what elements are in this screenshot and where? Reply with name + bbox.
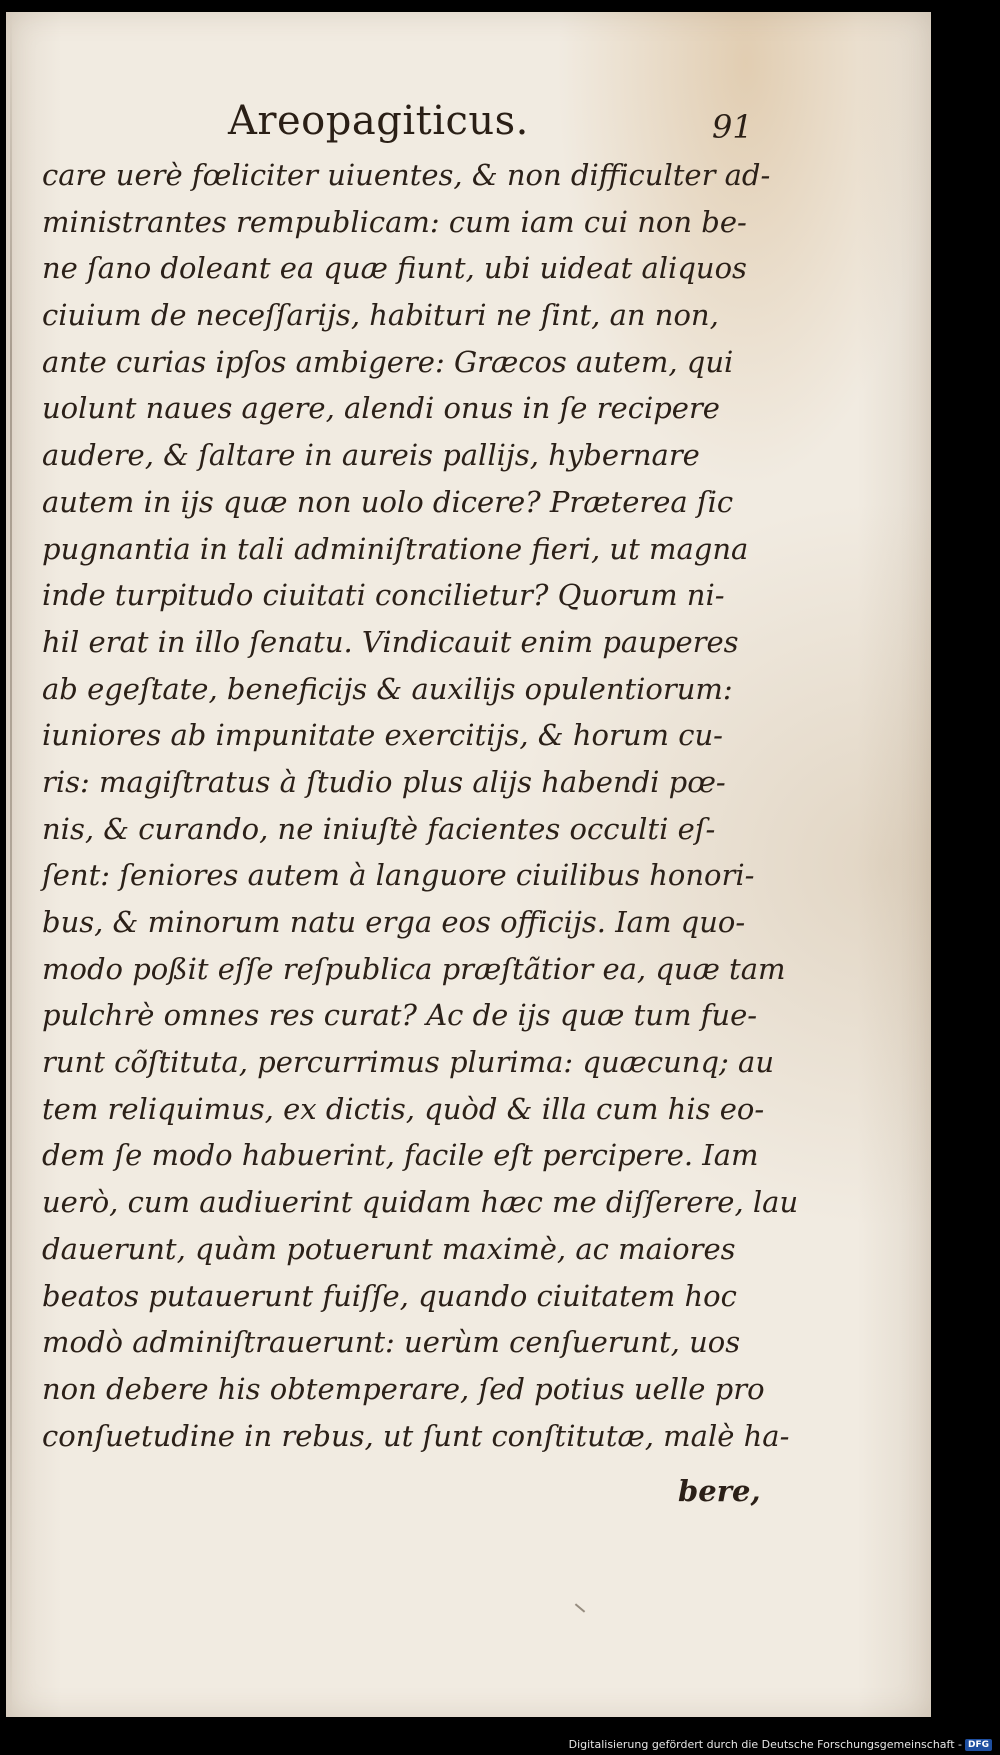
text-line: inde turpitudo ciuitati concilietur? Quorum ni- <box>42 578 725 613</box>
text-line: iuniores ab impunitate exercitijs, & horum cu- <box>42 718 723 753</box>
text-line: beatos putauerunt fuiſſe, quando ciuitatem hoc <box>42 1278 737 1313</box>
text-line: pulchrè omnes res curat? Ac de ijs quæ tum fue- <box>42 998 758 1033</box>
text-line: ciuium de neceſſarijs, habituri ne ſint, an non, <box>42 298 719 333</box>
text-line: autem in ijs quæ non uolo dicere? Præterea ſic <box>42 484 734 519</box>
gutter-shadow <box>10 12 12 1717</box>
text-line: conſuetudine in rebus, ut ſunt conſtitutæ, malè ha- <box>42 1418 790 1453</box>
text-line: tem reliquimus, ex dictis, quòd & illa cum his eo- <box>42 1091 765 1126</box>
text-line: ante curias ipſos ambigere: Græcos autem, qui <box>42 344 734 379</box>
text-line: ministrantes rempublicam: cum iam cui non be- <box>42 204 747 239</box>
text-line: uolunt naues agere, alendi onus in ſe recipere <box>42 391 720 426</box>
digitization-credit <box>569 1738 992 1751</box>
book-page <box>6 12 931 1717</box>
text-line: hil erat in illo ſenatu. Vindicauit enim pauperes <box>42 624 739 659</box>
text-line: nis, & curando, ne iniuſtè facientes occulti eſ- <box>42 811 716 846</box>
body-text <box>42 152 799 1459</box>
page-number: 91 <box>712 108 753 146</box>
credit-text: Digitalisierung gefördert durch die Deutsche Forschungsgemeinschaft - <box>568 1738 962 1751</box>
text-line: non debere his obtemperare, ſed potius uelle pro <box>42 1371 765 1406</box>
text-line: ſent: ſeniores autem à languore ciuilibus honori- <box>42 858 755 893</box>
text-line: care uerè fœliciter uiuentes, & non difficulter ad- <box>42 158 771 192</box>
text-line: runt cõſtituta, percurrimus plurima: quæcunq; au <box>42 1045 774 1080</box>
text-line: modo poßit eſſe reſpublica præſtãtior ea, quæ tam <box>42 951 786 986</box>
text-line: dauerunt, quàm potuerunt maximè, ac maiores <box>42 1231 736 1266</box>
ink-mark <box>575 1603 585 1612</box>
dfg-logo: DFG <box>965 1739 992 1751</box>
text-line: ris: magiſtratus à ſtudio plus alijs habendi pœ- <box>42 764 726 799</box>
text-line: bus, & minorum natu erga eos officijs. Iam quo- <box>42 905 746 939</box>
text-line: pugnantia in tali adminiſtratione fieri, ut magna <box>42 531 749 566</box>
text-line: audere, & ſaltare in aureis pallijs, hybernare <box>42 438 700 473</box>
text-line: uerò, cum audiuerint quidam hæc me diſſerere, lau <box>42 1185 799 1220</box>
catchword: bere, <box>678 1474 761 1508</box>
text-line: ab egeſtate, beneficijs & auxilijs opulentiorum: <box>42 671 733 706</box>
running-title: Areopagiticus. <box>228 98 529 144</box>
text-line: ne ſano doleant ea quæ fiunt, ubi uideat aliquos <box>42 251 747 286</box>
text-line: dem ſe modo habuerint, facile eſt percipere. Iam <box>42 1138 759 1173</box>
text-line: modò adminiſtrauerunt: uerùm cenſuerunt, uos <box>42 1325 741 1360</box>
